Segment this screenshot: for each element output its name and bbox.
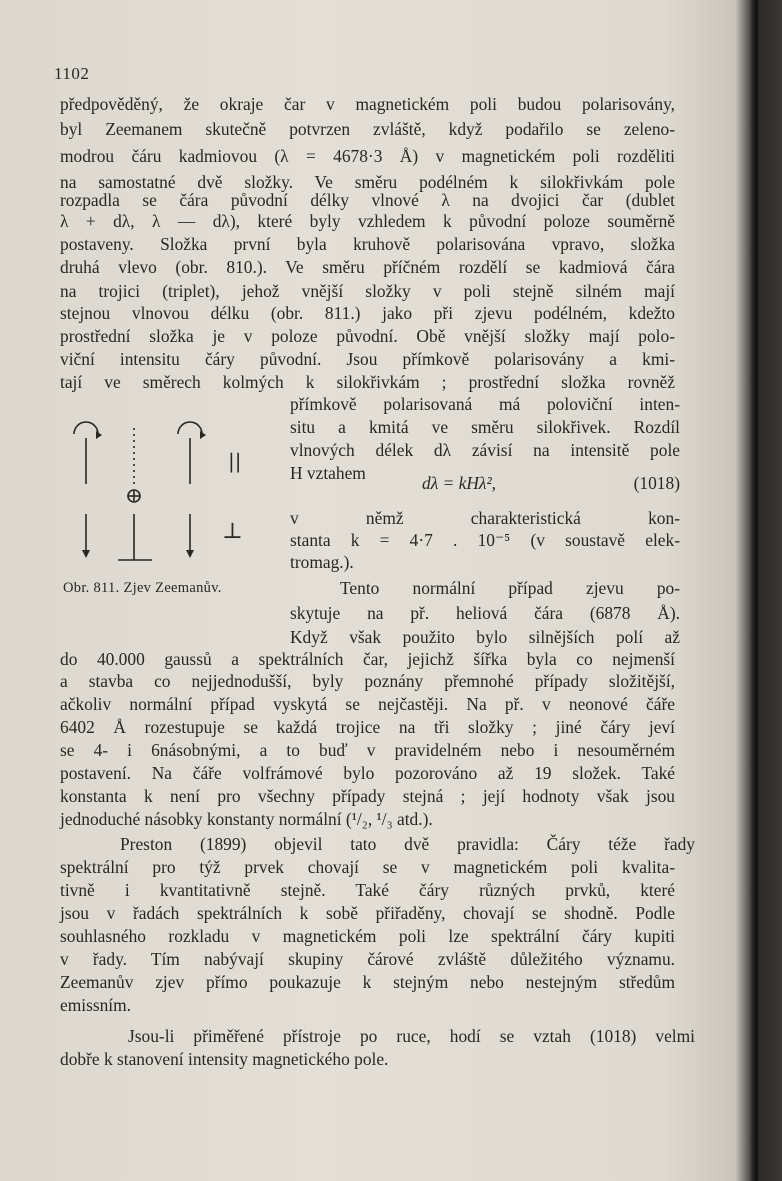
text-line: souhlasného rozkladu v magnetickém poli lze spektrální čáry kupiti [60, 926, 675, 946]
text-line: spektrální pro týž prvek chovají se v magnetickém poli kvalita- [60, 857, 675, 877]
text-line: postavení. Na čáře volfrámové bylo pozorováno až 19 složek. Také [60, 763, 675, 783]
circular-arrow-right-icon [178, 422, 202, 434]
book-gutter-shadow [750, 0, 758, 1181]
text-line: na samostatné dvě složky. Ve směru podélném k silokřivkám pole [60, 172, 675, 192]
text-line: rozpadla se čára původní délky vlnové λ na dvojici čar (dublet [60, 190, 675, 210]
text-line: jsou v řadách spektrálních k sobě přiřaděny, chovají se shodně. Podle [60, 903, 675, 923]
text-line: vlnových délek dλ závisí na intensitě pole [290, 440, 680, 460]
text-line: dobře k stanovení intensity magnetického pole. [60, 1049, 389, 1069]
zeeman-triplet-figure [60, 418, 275, 568]
text-line: se 4- i 6násobnými, a to buď v pravidelném nebo i nesouměrném [60, 740, 675, 760]
text-line: postaveny. Složka první byla kruhově polarisována vpravo, složka [60, 234, 675, 254]
text-line: tromag.). [290, 552, 354, 572]
text-line: byl Zeemanem skutečně potvrzen zvláště, když podařilo se zeleno- [60, 119, 675, 139]
text-line: v řady. Tím nabývají skupiny čárové zvláště důležitého významu. [60, 949, 675, 969]
text-line: Tento normální případ zjevu po- [340, 578, 680, 598]
text-line: druhá vlevo (obr. 810.). Ve směru příčném rozdělí se kadmiová čára [60, 257, 675, 277]
text-line: Když však použito bylo silnějších polí až [290, 627, 680, 647]
text-line: stejnou vlnovou délku (obr. 811.) jako při zjevu podélném, kdežto [60, 303, 675, 323]
text-line: v němž charakteristická kon- [290, 508, 680, 528]
text-line: ačkoliv normální případ vyskytá se nejčastěji. Na př. v neonové čáře [60, 694, 675, 714]
text-line: λ + dλ, λ — dλ), které byly vzhledem k původní poloze souměrně [60, 211, 675, 231]
arrowhead-left [96, 431, 102, 439]
formula-1018 [290, 472, 680, 494]
formula-expression: dλ = kHλ², [422, 473, 497, 493]
text-line: a stavba co nejjednodušší, byly poznány přemnohé případy složitější, [60, 671, 675, 691]
perpendicular-symbol: ⊥ [222, 519, 243, 544]
text-line: tivně i kvantitativně stejně. Také čáry různých prvků, které [60, 880, 675, 900]
text-line: konstanta k není pro všechny případy stejná ; její hodnoty však jsou [60, 786, 675, 806]
text-line: H vztahem [290, 463, 366, 483]
parallel-symbol: || [228, 449, 242, 473]
page-number: 1102 [54, 64, 90, 83]
text-line: do 40.000 gaussů a spektrálních čar, jejichž šířka byla co nejmenší [60, 649, 675, 669]
text-line: emissním. [60, 995, 132, 1015]
text-line: Zeemanův zjev přímo poukazuje k stejným nebo nestejným středům [60, 972, 675, 992]
arrowhead-down-right [186, 550, 194, 558]
text-line: situ a kmitá ve směru silokřivek. Rozdíl [290, 417, 680, 437]
text-line: prostřední složka je v poloze původní. Obě vnější složky mají polo- [60, 326, 675, 346]
text-line: přímkově polarisovaná má poloviční inten- [290, 394, 680, 414]
text-line: Jsou-li přiměřené přístroje po ruce, hodí se vztah (1018) velmi [128, 1026, 695, 1046]
text-line: skytuje na př. heliová čára (6878 Å). [290, 603, 680, 623]
text-line: stanta k = 4·7 . 10⁻⁵ (v soustavě elek- [290, 530, 680, 550]
arrowhead-down-left [82, 550, 90, 558]
text-line: jednoduché násobky konstanty normální (¹/₂, ¹/₃ atd.). [60, 809, 433, 829]
arrowhead-right [200, 431, 206, 439]
formula-number: (1018) [633, 473, 680, 493]
text-line: 6402 Å rozestupuje se každá trojice na tři složky ; jiné čáry jeví [60, 717, 675, 737]
text-line: Preston (1899) objevil tato dvě pravidla: Čáry téže řady [120, 834, 695, 854]
text-line: modrou čáru kadmiovou (λ = 4678·3 Å) v magnetickém poli rozděliti [60, 146, 675, 166]
text-line: na trojici (triplet), jehož vnější složky v poli stejně silném mají [60, 281, 675, 301]
text-line: viční intensitu čáry původní. Jsou přímkově polarisovány a kmi- [60, 349, 675, 369]
figure-caption: Obr. 811. Zjev Zeemanův. [63, 580, 222, 596]
circular-arrow-left-icon [74, 422, 98, 434]
text-line: předpověděný, že okraje čar v magnetickém poli budou polarisovány, [60, 94, 675, 114]
text-line: tají ve směrech kolmých k silokřivkám ; prostřední složka rovněž [60, 372, 675, 392]
